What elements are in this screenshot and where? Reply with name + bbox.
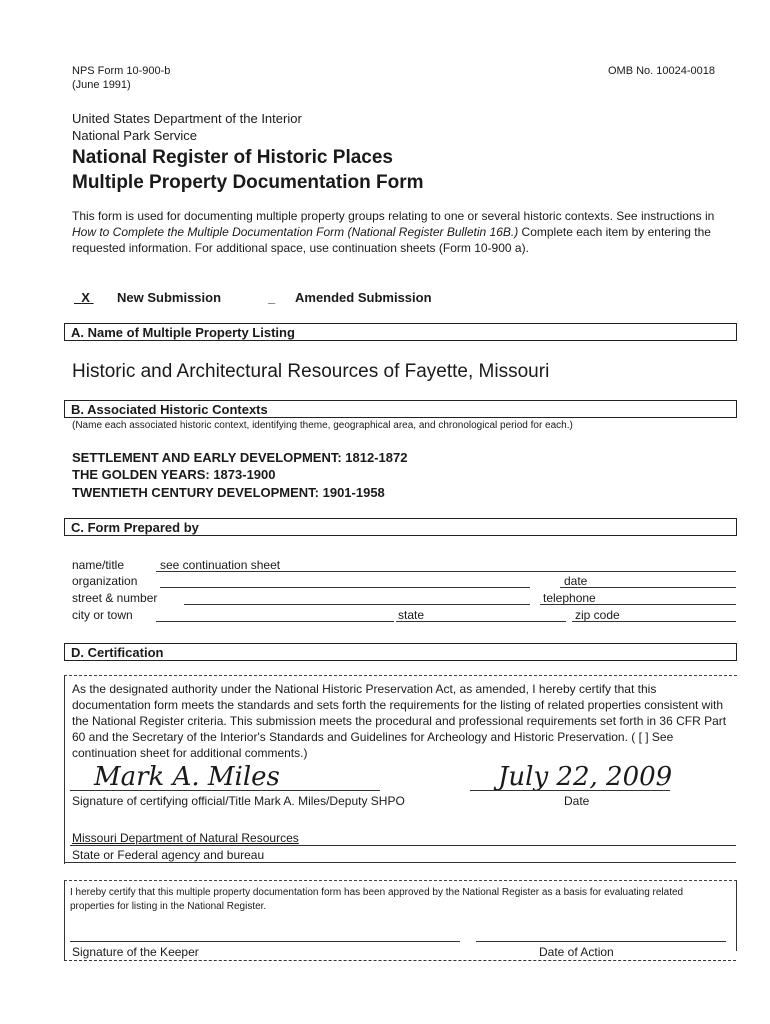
- department-name: United States Department of the Interior: [72, 111, 302, 126]
- section-a-heading: A. Name of Multiple Property Listing: [71, 325, 295, 340]
- section-d-heading: D. Certification: [71, 645, 164, 660]
- street-label: street & number: [72, 591, 158, 605]
- keeper-statement: I hereby certify that this multiple property documentation form has been approved by the National Register as a basis for evaluating related properties for listing in the National Register.: [70, 887, 684, 912]
- name-title-label: name/title: [72, 558, 125, 572]
- section-b-note: (Name each associated historic context, identifying theme, geographical area, and chronological period for each.): [72, 420, 573, 431]
- keeper-top-rule: [64, 880, 737, 881]
- certifying-signature: Mark A. Miles: [94, 762, 280, 792]
- street-underline[interactable]: [184, 604, 530, 605]
- historic-context-1: SETTLEMENT AND EARLY DEVELOPMENT: 1812-1872: [72, 450, 408, 465]
- omb-number: OMB No. 10024-0018: [608, 65, 716, 77]
- form-title-line2: Multiple Property Documentation Form: [72, 172, 424, 193]
- organization-label: organization: [72, 574, 138, 588]
- certification-left-rule: [64, 676, 65, 864]
- date-underline[interactable]: [560, 587, 736, 588]
- form-date: (June 1991): [72, 79, 131, 91]
- form-title-line1: National Register of Historic Places: [72, 147, 393, 168]
- intro-part1: This form is used for documenting multiple property groups relating to one or several historic contexts. See instructions in: [72, 209, 715, 223]
- amended-submission-label: Amended Submission: [295, 290, 432, 305]
- intro-paragraph: [72, 208, 732, 256]
- section-a-header: [64, 323, 737, 341]
- telephone-underline[interactable]: [540, 604, 736, 605]
- certification-top-rule: [64, 675, 737, 676]
- telephone-label: telephone: [543, 591, 596, 605]
- keeper-left-rule: [64, 881, 65, 961]
- multiple-property-name: Historic and Architectural Resources of Fayette, Missouri: [72, 361, 550, 382]
- intro-part2: Complete each item by entering the requested information. For additional space, use continuation sheets (Form 10-900 a).: [72, 225, 711, 255]
- state-label: state: [398, 608, 425, 622]
- historic-context-3: TWENTIETH CENTURY DEVELOPMENT: 1901-1958: [72, 485, 385, 500]
- certifying-signature-line: [70, 790, 380, 791]
- keeper-signature-line[interactable]: [70, 941, 460, 942]
- state-underline[interactable]: [396, 621, 566, 622]
- certifying-signature-label: Signature of certifying official/Title Mark A. Miles/Deputy SHPO: [72, 794, 405, 808]
- section-c-heading: C. Form Prepared by: [71, 520, 199, 535]
- certifying-signature-date: July 22, 2009: [498, 762, 673, 792]
- name-title-value[interactable]: see continuation sheet: [160, 558, 281, 572]
- service-name: National Park Service: [72, 128, 197, 143]
- keeper-right-rule: [736, 881, 737, 951]
- section-c-header: [64, 518, 737, 536]
- intro-italic: How to Complete the Multiple Documentation Form (National Register Bulletin 16B.): [72, 225, 519, 239]
- certifying-date-label: Date: [564, 794, 590, 808]
- certification-statement: As the designated authority under the National Historic Preservation Act, as amended, I hereby certify that this documentation form meets the standards and sets forth the requirements for the listing of related properties consistent with the National Register criteria. This submission meets the procedural and professional requirements set forth in 36 CFR Part 60 and the Secretary of the Interior's Standards and Guidelines for Archeology and Historic Preservation. ( [ ] See continuation sheet for additional comments.): [72, 682, 727, 760]
- zip-underline[interactable]: [572, 621, 736, 622]
- section-b-header: [64, 400, 737, 418]
- certifying-date-line: [470, 790, 670, 791]
- date-label: date: [564, 574, 588, 588]
- certification-bottom-rule: [64, 862, 736, 863]
- organization-underline[interactable]: [160, 587, 530, 588]
- keeper-date-line[interactable]: [476, 941, 726, 942]
- section-b-heading: B. Associated Historic Contexts: [71, 402, 268, 417]
- amended-submission-mark[interactable]: _: [268, 290, 276, 305]
- section-d-header: [64, 643, 737, 661]
- zip-label: zip code: [575, 608, 620, 622]
- new-submission-mark[interactable]: X: [81, 290, 90, 305]
- agency-bureau-label: State or Federal agency and bureau: [72, 848, 265, 862]
- agency-bureau-value[interactable]: Missouri Department of Natural Resources: [72, 831, 299, 845]
- agency-bureau-line: [70, 845, 736, 846]
- keeper-signature-label: Signature of the Keeper: [72, 945, 199, 959]
- keeper-bottom-rule: [64, 960, 736, 961]
- form-number: NPS Form 10-900-b: [72, 65, 171, 77]
- keeper-date-label: Date of Action: [539, 945, 614, 959]
- name-title-underline: [156, 571, 736, 572]
- city-label: city or town: [72, 608, 133, 622]
- new-submission-label: New Submission: [117, 290, 222, 305]
- historic-context-2: THE GOLDEN YEARS: 1873-1900: [72, 467, 276, 482]
- city-underline[interactable]: [156, 621, 394, 622]
